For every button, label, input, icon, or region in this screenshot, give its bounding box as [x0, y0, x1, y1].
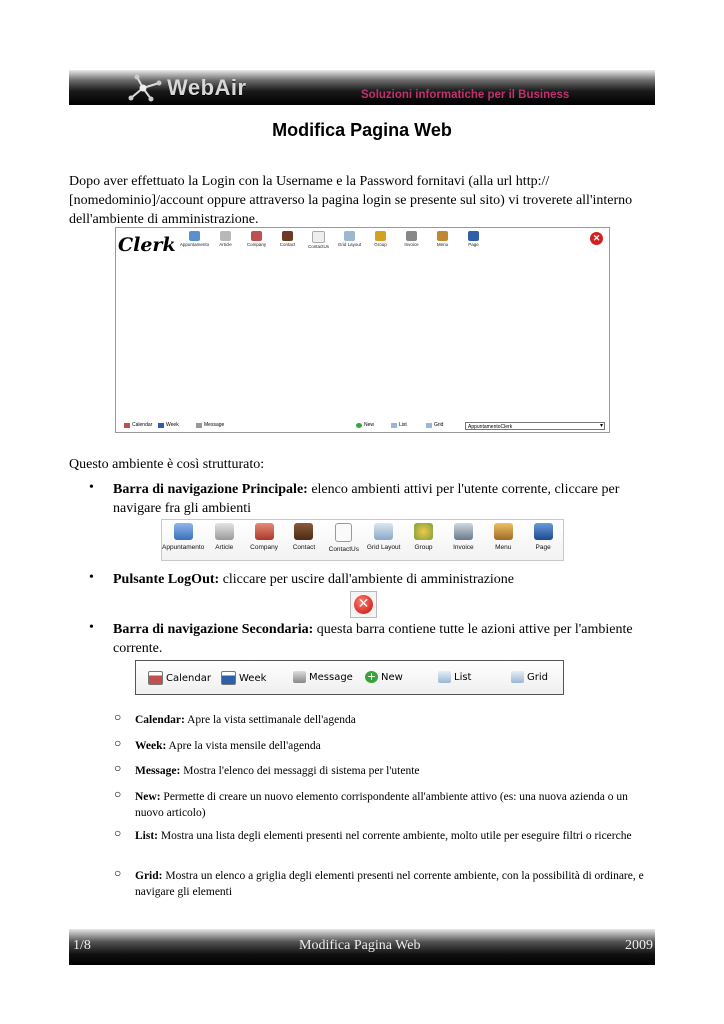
page-title: Modifica Pagina Web	[272, 120, 452, 140]
clerk-logo: Clerk	[118, 234, 176, 256]
menu-icon	[494, 523, 513, 540]
mini-nav-item: Invoice	[396, 231, 427, 249]
close-icon: ✕	[354, 595, 373, 614]
mini-nav-item: Group	[365, 231, 396, 249]
bullet-secondary-nav: Barra di navigazione Secondaria: questa barra contiene tutte le azioni attive per l'ambiente corrente.	[113, 622, 633, 656]
nav-item-invoice[interactable]: Invoice	[443, 520, 483, 560]
grid-icon	[511, 671, 524, 683]
nav-item-group[interactable]: Group	[404, 520, 444, 560]
calendar-icon	[148, 671, 163, 685]
list-button[interactable]: List	[438, 671, 471, 683]
nav-item-grid-layout[interactable]: Grid Layout	[364, 520, 404, 560]
page-icon	[534, 523, 553, 540]
webair-logo-icon	[123, 74, 163, 102]
mini-environment-select: AppuntamentoClerk ▾	[465, 422, 605, 430]
mini-calendar: Calendar	[124, 422, 152, 428]
footer-title: Modifica Pagina Web	[299, 938, 421, 953]
message-icon	[293, 671, 306, 683]
article-icon	[215, 523, 234, 540]
page-number: 1/8	[73, 938, 91, 953]
nav-item-article[interactable]: Article	[204, 520, 244, 560]
week-button[interactable]: Week	[221, 671, 266, 685]
mini-nav-item: Grid Layout	[334, 231, 365, 249]
mini-nav-item: Contact	[272, 231, 303, 249]
sub-item-grid: Grid: Mostra un elenco a griglia degli elementi presenti nel corrente ambiente, con la possibilità di ordinare, e navigare gli elementi	[135, 870, 644, 898]
sub-item-new: New: Permette di creare un nuovo elemento corrispondente all'ambiente attivo (es: una nuova azienda o un nuovo articolo)	[135, 791, 628, 819]
sub-item-list: List: Mostra una lista degli elementi presenti nel corrente ambiente, molto utile per eseguire filtri o ricerche	[135, 830, 632, 842]
admin-screenshot	[115, 227, 610, 433]
circle-bullet: ○	[114, 736, 122, 750]
bullet-dot: •	[89, 480, 94, 495]
header-banner	[69, 70, 655, 105]
company-icon	[255, 523, 274, 540]
calendar-button[interactable]: Calendar	[148, 671, 211, 685]
footer-bar	[69, 929, 655, 965]
appointment-icon	[174, 523, 193, 540]
message-button[interactable]: Message	[293, 671, 353, 683]
mini-nav-item: Appuntamento	[179, 231, 210, 249]
new-button[interactable]: + New	[366, 670, 403, 683]
nav-item-contactus[interactable]: ContactUs	[324, 520, 364, 560]
grid-layout-icon	[374, 523, 393, 540]
sub-item-calendar: Calendar: Apre la vista settimanale dell'agenda	[135, 714, 356, 726]
group-icon	[414, 523, 433, 540]
sub-item-week: Week: Apre la vista mensile dell'agenda	[135, 740, 321, 752]
nav-item-company[interactable]: Company	[244, 520, 284, 560]
nav-item-page[interactable]: Page	[523, 520, 563, 560]
mini-list: List	[391, 422, 407, 428]
nav-item-contact[interactable]: Contact	[284, 520, 324, 560]
circle-bullet: ○	[114, 826, 122, 840]
sub-item-message: Message: Mostra l'elenco dei messaggi di sistema per l'utente	[135, 765, 420, 777]
circle-bullet: ○	[114, 866, 122, 880]
contact-icon	[294, 523, 313, 540]
mini-close-icon: ✕	[590, 232, 603, 245]
invoice-icon	[454, 523, 473, 540]
structure-intro: Questo ambiente è così strutturato:	[69, 457, 265, 472]
mini-message: Message	[196, 422, 224, 428]
tagline: Soluzioni informatiche per il Business	[361, 89, 570, 101]
circle-bullet: ○	[114, 710, 122, 724]
contactus-icon	[335, 523, 352, 542]
mini-nav-item: Menu	[427, 231, 458, 249]
bullet-dot: •	[89, 620, 94, 635]
main-nav-bar	[161, 519, 564, 561]
logo-text: WebAir	[167, 75, 247, 100]
bullet-logout: Pulsante LogOut: cliccare per uscire dall'ambiente di amministrazione	[113, 572, 515, 587]
footer-year: 2009	[625, 938, 653, 953]
nav-item-menu[interactable]: Menu	[483, 520, 523, 560]
list-icon	[438, 671, 451, 683]
grid-button[interactable]: Grid	[511, 671, 548, 683]
mini-nav-item: ContactUs	[303, 231, 334, 249]
mini-new: New	[356, 422, 374, 428]
nav-item-appuntamento[interactable]: Appuntamento	[162, 520, 204, 560]
mini-nav-item: Company	[241, 231, 272, 249]
plus-icon: +	[366, 670, 377, 683]
mini-week: Week	[158, 422, 179, 428]
bullet-dot: •	[89, 570, 94, 585]
mini-grid: Grid	[426, 422, 443, 428]
secondary-nav-bar	[135, 660, 564, 695]
mini-main-nav	[179, 231, 489, 249]
intro-paragraph: Dopo aver effettuato la Login con la Username e la Password fornitavi (alla url http:// [nomedominio]/account oppure attraverso la pagina login se presente sul sito) vi troverete all'interno dell'ambiente di amministrazione.	[69, 174, 633, 227]
bullet-main-nav: Barra di navigazione Principale: elenco ambienti attivi per l'utente corrente, cliccare per navigare fra gli ambienti	[113, 482, 620, 516]
mini-nav-item: Article	[210, 231, 241, 249]
mini-nav-item: Page	[458, 231, 489, 249]
logout-button[interactable]	[350, 591, 377, 618]
circle-bullet: ○	[114, 761, 122, 775]
circle-bullet: ○	[114, 787, 122, 801]
week-icon	[221, 671, 236, 685]
